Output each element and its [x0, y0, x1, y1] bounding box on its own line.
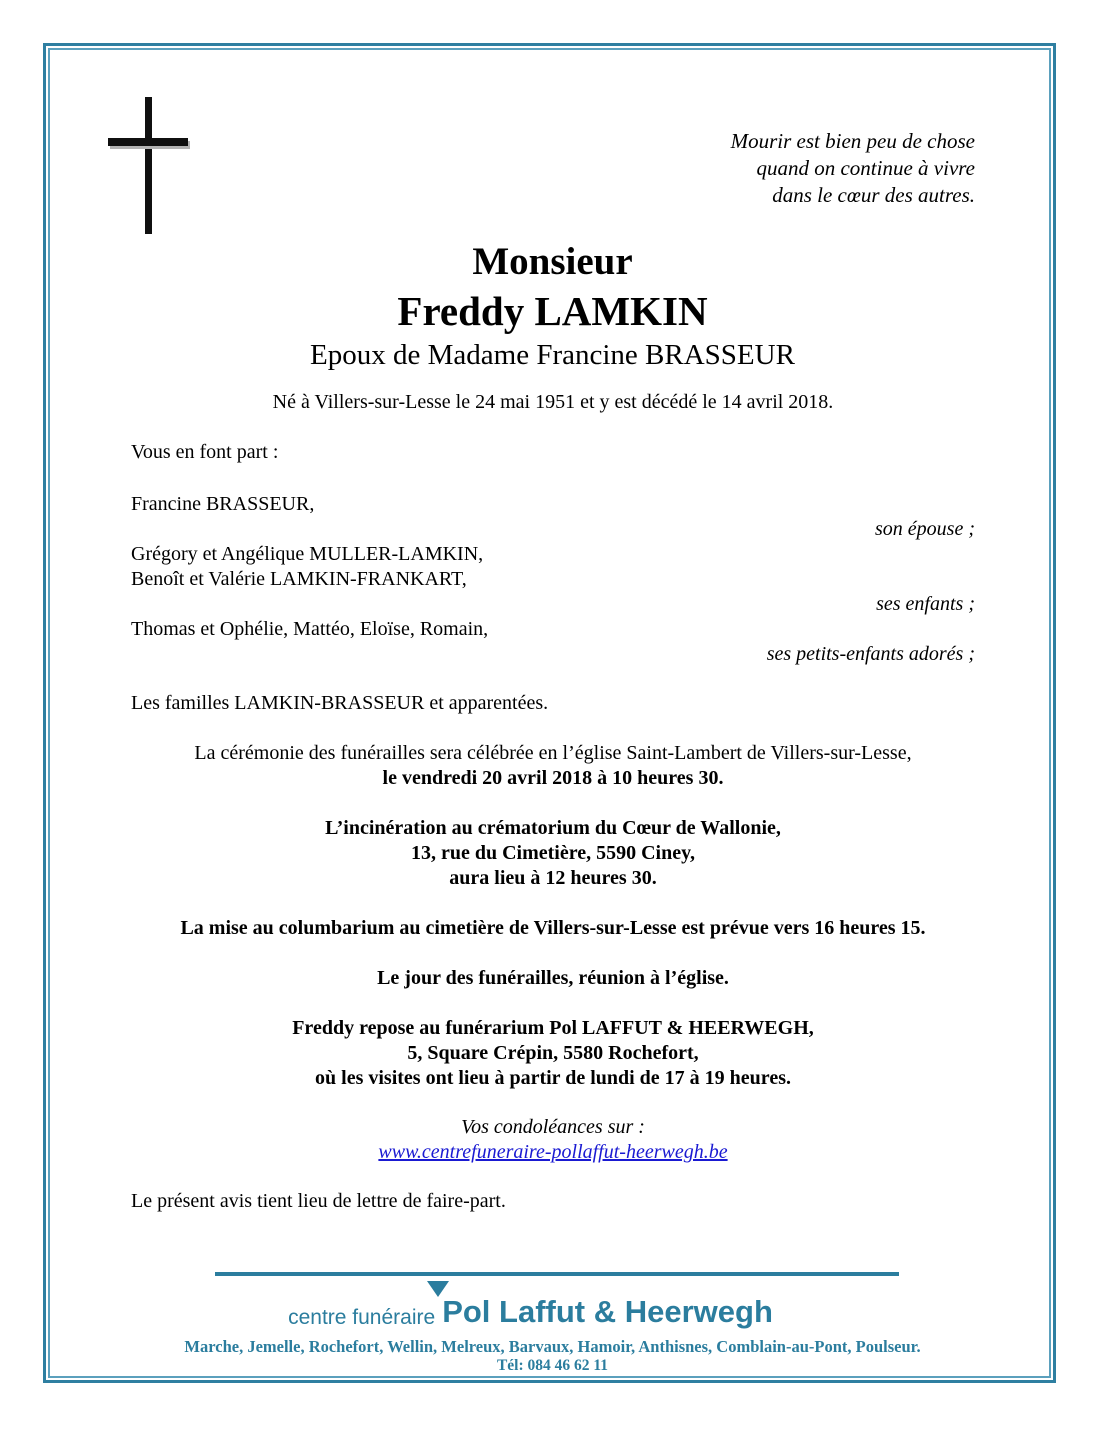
ceremony-date-line: le vendredi 20 avril 2018 à 10 heures 30.: [382, 767, 724, 789]
ceremony-line: La cérémonie des funérailles sera célébrée en l’église Saint-Lambert de Villers-sur-Lesse,: [194, 742, 912, 764]
repose-visits-line: où les visites ont lieu à partir de lundi de 17 à 19 heures.: [315, 1067, 791, 1089]
deceased-name: Freddy LAMKIN: [397, 288, 708, 334]
family-member-line: Benoît et Valérie LAMKIN-FRANKART,: [131, 568, 467, 590]
brand-triangle-icon: [427, 1281, 449, 1297]
repose-line: Freddy repose au funérarium Pol LAFFUT & HEERWEGH,: [292, 1017, 814, 1039]
cremation-address-line: 13, rue du Cimetière, 5590 Ciney,: [410, 842, 696, 864]
condolences-label: Vos condoléances sur :: [461, 1116, 645, 1138]
quote-line: Mourir est bien peu de chose: [730, 129, 975, 153]
funeral-home-footer: [0, 1294, 1105, 1375]
phone-line: Tél: 084 46 62 11: [496, 1357, 609, 1374]
brand-prefix: centre funéraire: [288, 1306, 436, 1329]
family-member-line: Thomas et Ophélie, Mattéo, Eloïse, Romain,: [131, 618, 489, 640]
cross-horizontal-bar: [108, 138, 188, 146]
relation-label: son épouse ;: [875, 518, 975, 540]
relation-label: ses petits-enfants adorés ;: [766, 643, 975, 665]
family-list: [131, 492, 975, 667]
relation-label: ses enfants ;: [876, 593, 975, 615]
condolences-link[interactable]: www.centrefuneraire-pollaffut-heerwegh.be: [378, 1141, 728, 1163]
footer-divider: [215, 1272, 899, 1276]
birth-death-line: Né à Villers-sur-Lesse le 24 mai 1951 et y est décédé le 14 avril 2018.: [272, 391, 834, 413]
quote-line: dans le cœur des autres.: [772, 183, 975, 207]
announcement-body: [131, 390, 975, 1214]
spouse-subtitle: Epoux de Madame Francine BRASSEUR: [310, 339, 795, 371]
brand-name: Pol Laffut & Heerwegh: [442, 1294, 773, 1329]
cross-icon: [108, 97, 188, 234]
reunion-line: Le jour des funérailles, réunion à l’église.: [377, 967, 729, 989]
condolences-paragraph: [131, 1115, 975, 1165]
quote-line: quand on continue à vivre: [756, 156, 975, 180]
family-member-line: Francine BRASSEUR,: [131, 493, 315, 515]
cross-vertical-bar: [145, 97, 152, 234]
family-member-line: Grégory et Angélique MULLER-LAMKIN,: [131, 543, 484, 565]
intro-line: Vous en font part :: [131, 441, 279, 463]
repose-address-line: 5, Square Crépin, 5580 Rochefort,: [407, 1042, 699, 1064]
cremation-line: L’incinération au crématorium du Cœur de Wallonie,: [325, 817, 781, 839]
families-line: Les familles LAMKIN-BRASSEUR et apparentées.: [131, 692, 549, 714]
closing-line: Le présent avis tient lieu de lettre de faire-part.: [131, 1190, 506, 1212]
salutation: Monsieur: [472, 240, 633, 283]
columbarium-line: La mise au columbarium au cimetière de Villers-sur-Lesse est prévue vers 16 heures 15.: [180, 917, 926, 939]
cremation-time-line: aura lieu à 12 heures 30.: [449, 867, 657, 889]
ceremony-paragraph: [131, 741, 975, 791]
cremation-paragraph: [131, 816, 975, 891]
repose-paragraph: [131, 1016, 975, 1091]
brand-line: [0, 1294, 1083, 1332]
memorial-quote: [731, 128, 975, 209]
title-block: [0, 238, 1105, 374]
locations-line: Marche, Jemelle, Rochefort, Wellin, Melreux, Barvaux, Hamoir, Anthisnes, Comblain-au-Pont, Poulseur.: [184, 1337, 921, 1356]
